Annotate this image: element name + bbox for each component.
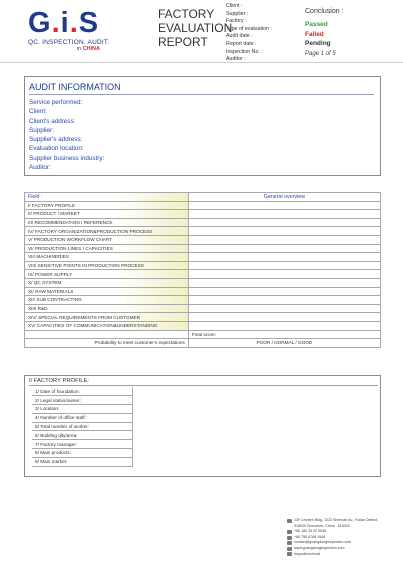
row-label: VII/ MACHINERIES bbox=[25, 253, 189, 262]
title-line: REPORT bbox=[158, 35, 208, 49]
header-divider bbox=[0, 62, 403, 63]
table-row bbox=[32, 422, 133, 431]
table-row bbox=[25, 201, 381, 210]
table-row bbox=[32, 413, 133, 422]
audit-field-location: Evaluation location: bbox=[29, 145, 84, 153]
final-score-row bbox=[25, 330, 381, 339]
title-line: EVALUATION bbox=[158, 21, 233, 35]
table-row bbox=[25, 235, 381, 244]
overview-cell[interactable] bbox=[188, 287, 380, 296]
profile-value[interactable] bbox=[132, 431, 133, 440]
status-passed: Passed bbox=[305, 21, 328, 28]
audit-field-client-address: Client's address: bbox=[29, 117, 76, 125]
meta-inspection-no: Inspection No. : bbox=[226, 48, 263, 55]
overview-cell[interactable] bbox=[188, 313, 380, 322]
meta-auditor: Auditor : bbox=[226, 56, 246, 63]
meta-audit-date: Audit date : bbox=[226, 33, 253, 40]
table-row bbox=[25, 296, 381, 305]
overview-cell[interactable] bbox=[188, 210, 380, 219]
profile-label: 5/ Total number of worker: bbox=[32, 422, 132, 431]
meta-supplier: Supplier : bbox=[226, 10, 249, 17]
table-row bbox=[25, 313, 381, 322]
probability-row bbox=[25, 339, 381, 348]
profile-label: 8/ Main products: bbox=[32, 449, 132, 458]
logo-tagline: QC. INSPECTION. AUDIT. bbox=[28, 39, 110, 46]
profile-value[interactable] bbox=[132, 396, 133, 405]
row-label: XIII/ R&D bbox=[25, 304, 189, 313]
audit-field-auditor: Auditor: bbox=[29, 164, 51, 172]
row-label: XIV/ SPECIAL REQUIREMENTS FROM CUSTOMER bbox=[25, 313, 189, 322]
profile-value[interactable] bbox=[132, 440, 133, 449]
table-header-row bbox=[25, 193, 381, 202]
probability-label: Probability to meet customer's expectations bbox=[25, 339, 189, 348]
profile-value[interactable] bbox=[132, 413, 133, 422]
meta-report-date: Report date : bbox=[226, 40, 257, 47]
contact-text: 13F Leichen Bldg, 1023 Shennan Av., Futian District, bbox=[294, 518, 378, 522]
final-score-spacer bbox=[25, 330, 189, 339]
row-label: II/ PRODUCT / MARKET bbox=[25, 210, 189, 219]
profile-label: 6/ Building qlty/area: bbox=[32, 431, 132, 440]
conclusion-panel bbox=[305, 8, 375, 57]
page-number: Page 1 of 5 bbox=[305, 50, 336, 57]
table-row bbox=[25, 227, 381, 236]
factory-profile-section bbox=[24, 375, 381, 477]
logo-mark: G.i.S bbox=[28, 7, 100, 39]
contact-text: 518000 Shenzhen, China - 518000 bbox=[294, 523, 350, 528]
table-row bbox=[32, 440, 133, 449]
table-row bbox=[32, 431, 133, 440]
overview-cell[interactable] bbox=[188, 304, 380, 313]
contact-row bbox=[287, 552, 378, 558]
phone-icon bbox=[287, 530, 292, 534]
row-label: VI/ PRODUCTION LINES / CAPACITIES bbox=[25, 244, 189, 253]
table-row bbox=[25, 278, 381, 287]
section-divider bbox=[29, 94, 374, 95]
table-row bbox=[25, 244, 381, 253]
logo-region: in CHINA bbox=[76, 46, 100, 52]
company-logo bbox=[28, 8, 124, 58]
field-header: Field : bbox=[25, 193, 189, 202]
row-label: III/ RECOMMENDATION / REFERENCE bbox=[25, 218, 189, 227]
profile-value[interactable] bbox=[132, 457, 133, 466]
table-row bbox=[32, 457, 133, 466]
row-label: I/ FACTORY PROFILE bbox=[25, 201, 189, 210]
overview-cell[interactable] bbox=[188, 296, 380, 305]
overview-cell[interactable] bbox=[188, 270, 380, 279]
audit-information-section bbox=[24, 76, 381, 176]
meta-factory: Factory : bbox=[226, 18, 247, 25]
factory-profile-title: I/ FACTORY PROFILE: bbox=[29, 378, 89, 384]
contact-website[interactable]: www.guangdonginspection.com bbox=[294, 545, 345, 550]
fax-icon bbox=[287, 536, 292, 540]
profile-value[interactable] bbox=[132, 405, 133, 414]
final-score-label: Final score: bbox=[188, 330, 380, 339]
profile-value[interactable] bbox=[132, 449, 133, 458]
row-label: IX/ POWER SUPPLY bbox=[25, 270, 189, 279]
table-row bbox=[25, 210, 381, 219]
profile-label: 3/ Location: bbox=[32, 405, 132, 414]
title-line: FACTORY bbox=[158, 7, 215, 21]
row-label: X/ QC SYSTEM bbox=[25, 278, 189, 287]
table-row bbox=[25, 287, 381, 296]
contact-text: +86 755 6768 1948 bbox=[294, 534, 326, 539]
row-label: VIII/ SENSITIVE POINTS IN PRODUCTION PROCESS bbox=[25, 261, 189, 270]
contact-skype: inspectionchina1 bbox=[294, 551, 321, 556]
blank-icon bbox=[287, 524, 292, 528]
row-label: XV/ CAPACITIES OF COMMUNICATION&UNDERSTANDING bbox=[25, 321, 189, 330]
profile-label: 7/ Factory manager: bbox=[32, 440, 132, 449]
audit-field-supplier: Supplier: bbox=[29, 126, 54, 134]
table-row bbox=[32, 387, 133, 396]
evaluation-overview-table bbox=[24, 192, 381, 348]
table-row bbox=[25, 261, 381, 270]
rating-options[interactable]: POOR / NORMAL / GOOD bbox=[188, 339, 380, 348]
row-label: V/ PRODUCTION WORKFLOW CHART bbox=[25, 235, 189, 244]
row-label: XI/ RAW MATERIALS bbox=[25, 287, 189, 296]
report-title bbox=[158, 7, 232, 49]
overview-header: General overview bbox=[188, 193, 380, 202]
skype-icon bbox=[287, 552, 292, 556]
table-row bbox=[32, 449, 133, 458]
audit-field-industry: Supplier business industry: bbox=[29, 154, 105, 162]
table-row bbox=[32, 405, 133, 414]
profile-label: 4/ Number of office staff: bbox=[32, 413, 132, 422]
audit-field-list bbox=[29, 98, 104, 172]
factory-profile-table bbox=[32, 387, 133, 467]
profile-label: 2/ Legal status/owner: bbox=[32, 396, 132, 405]
overview-cell[interactable] bbox=[188, 261, 380, 270]
overview-cell[interactable] bbox=[188, 253, 380, 262]
overview-cell[interactable] bbox=[188, 321, 380, 330]
contact-footer bbox=[287, 518, 378, 557]
overview-cell[interactable] bbox=[188, 218, 380, 227]
profile-label: 1/ Date of foundation: bbox=[32, 387, 132, 396]
table-row bbox=[25, 253, 381, 262]
report-meta bbox=[226, 3, 272, 64]
web-icon bbox=[287, 547, 292, 551]
overview-cell[interactable] bbox=[188, 201, 380, 210]
overview-cell[interactable] bbox=[188, 227, 380, 236]
audit-information-title: AUDIT INFORMATION bbox=[29, 82, 121, 92]
row-label: IV/ FACTORY ORGANIZATION&PRODUCTION PROCESS bbox=[25, 227, 189, 236]
status-failed: Failed bbox=[305, 30, 324, 38]
table-row bbox=[25, 218, 381, 227]
audit-field-service: Service performed: bbox=[29, 99, 83, 106]
audit-field-client: Client: bbox=[29, 108, 47, 116]
overview-cell[interactable] bbox=[188, 278, 380, 287]
table-row bbox=[32, 396, 133, 405]
contact-email[interactable]: contact@guangdonginspection.com bbox=[294, 540, 352, 545]
meta-client: Client : bbox=[226, 3, 243, 9]
row-label: XII/ SUB CONTRACTING bbox=[25, 296, 189, 305]
contact-text: +86 180 25 02 0046 bbox=[294, 529, 327, 534]
overview-cell[interactable] bbox=[188, 235, 380, 244]
location-icon bbox=[287, 519, 292, 523]
table-row bbox=[25, 270, 381, 279]
meta-evaluation-type: Type of evaluation : bbox=[226, 25, 272, 32]
profile-value[interactable] bbox=[132, 422, 133, 431]
section-divider bbox=[29, 385, 378, 386]
overview-cell[interactable] bbox=[188, 244, 380, 253]
table-row bbox=[25, 304, 381, 313]
email-icon bbox=[287, 541, 292, 545]
status-pending: Pending bbox=[305, 40, 331, 47]
audit-field-supplier-address: Supplier's address: bbox=[29, 136, 83, 144]
table-row bbox=[25, 321, 381, 330]
conclusion-title: Conclusion : bbox=[305, 8, 344, 15]
profile-value[interactable] bbox=[132, 387, 133, 396]
profile-label: 9/ Main market: bbox=[32, 457, 132, 466]
